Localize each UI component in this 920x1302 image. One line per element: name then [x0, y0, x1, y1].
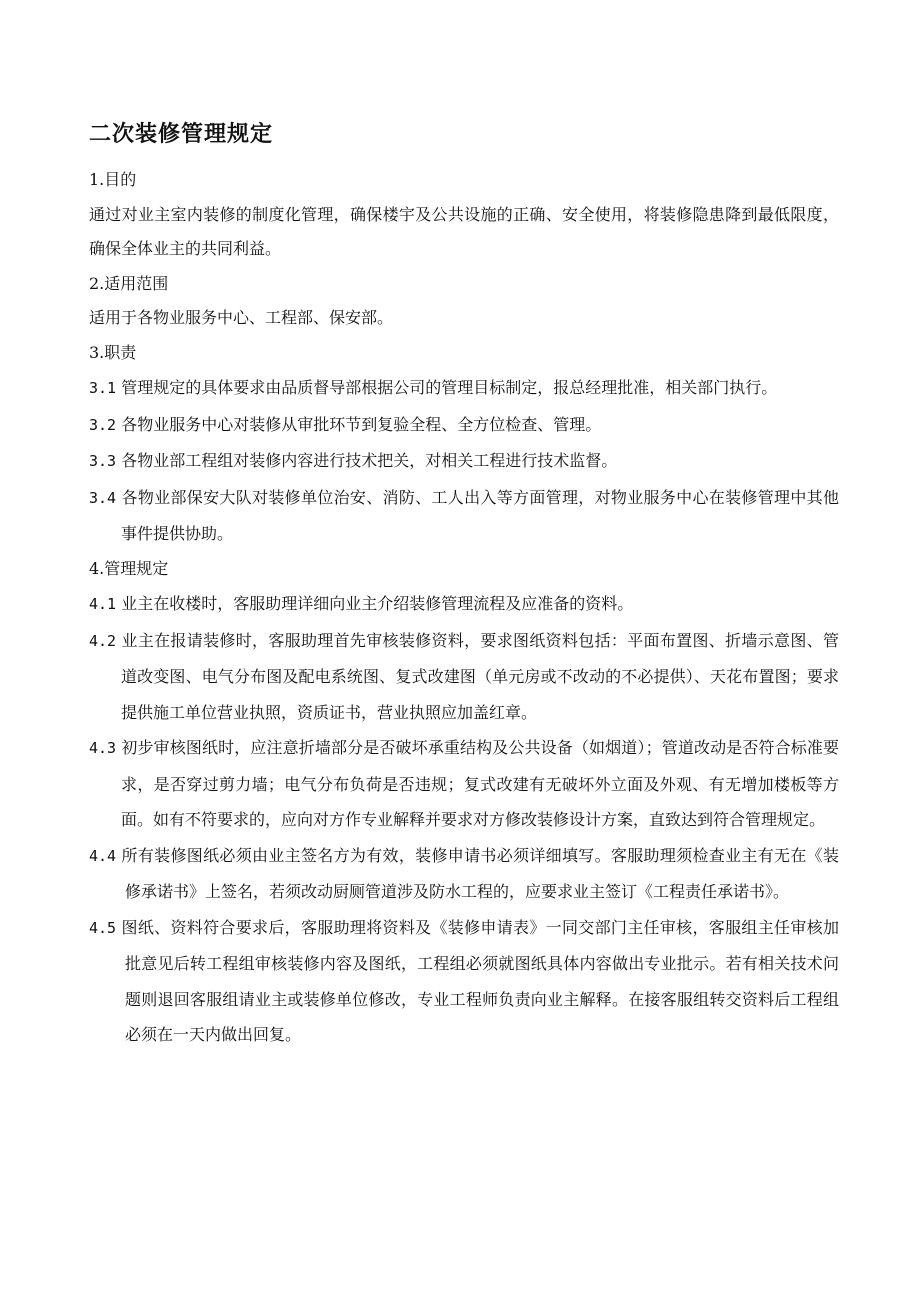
item-text: 管理规定的具体要求由品质督导部根据公司的管理目标制定，报总经理批准，相关部门执行。: [121, 378, 778, 397]
section-heading-purpose: 1.目的: [89, 170, 137, 189]
item-number: 4.5: [89, 918, 117, 937]
section-text-purpose: 通过对业主室内装修的制度化管理，确保楼宇及公共设施的正确、安全使用，将装修隐患降到最低限度，确保全体业主的共同利益。: [89, 204, 839, 258]
rule-item: [89, 838, 839, 910]
item-number: 3.4: [89, 488, 117, 507]
item-number: 4.4: [89, 846, 117, 865]
section-heading-duties: 3.职责: [89, 342, 137, 362]
item-text: 图纸、资料符合要求后，客服助理将资料及《装修申请表》一同交部门主任审核，客服组主任审核加批意见后转工程组审核装修内容及图纸，工程组必须就图纸具体内容做出专业批示。若有相关技术问题则退回客服组请业主或装修单位修改，专业工程师负责向业主解释。在接客服组转交资料后工程组必须在一天内做出回复。: [121, 917, 839, 1044]
section-text-scope: 适用于各物业服务中心、工程部、保安部。: [89, 308, 394, 327]
document-body: [89, 163, 839, 1053]
item-number: 4.1: [89, 595, 117, 613]
item-number: 3.3: [89, 452, 117, 470]
duty-item: [89, 443, 839, 480]
item-number: 3.2: [89, 415, 117, 434]
item-text: 各物业部工程组对装修内容进行技术把关，对相关工程进行技术监督。: [121, 451, 618, 470]
item-number: 4.2: [89, 631, 117, 650]
duty-item: [89, 370, 839, 407]
rule-item: [89, 586, 839, 623]
rule-item: [89, 910, 839, 1053]
item-text: 各物业部保安大队对装修单位治安、消防、工人出入等方面管理，对物业服务中心在装修管理中其他事件提供协助。: [121, 487, 839, 543]
section-heading-rules: 4.管理规定: [89, 558, 169, 578]
rule-item: [89, 623, 839, 731]
duty-item: [89, 407, 839, 444]
item-number: 3.1: [89, 379, 117, 397]
item-text: 业主在报请装修时，客服助理首先审核装修资料，要求图纸资料包括：平面布置图、折墙示意图、管道改变图、电气分布图及配电系统图、复式改建图（单元房或不改动的不必提供）、天花布置图；要求提供施工单位营业执照，资质证书，营业执照应加盖红章。: [121, 630, 839, 722]
item-text: 各物业服务中心对装修从审批环节到复验全程、全方位检查、管理。: [121, 414, 602, 434]
rule-item: [89, 730, 839, 838]
section-heading-scope: 2.适用范围: [89, 273, 169, 293]
item-text: 业主在收楼时，客服助理详细向业主介绍装修管理流程及应准备的资料。: [121, 594, 634, 613]
item-number: 4.3: [89, 739, 117, 757]
duty-item: [89, 480, 839, 552]
item-text: 初步审核图纸时，应注意折墙部分是否破坏承重结构及公共设备（如烟道）；管道改动是否符合标准要求，是否穿过剪力墙；电气分布负荷是否违规；复式改建有无破坏外立面及外观、有无增加楼板等方面。如有不符要求的，应向对方作专业解释并要求对方修改装修设计方案，直致达到符合管理规定。: [121, 738, 839, 829]
page-title: 二次装修管理规定: [89, 122, 274, 147]
item-text: 所有装修图纸必须由业主签名方为有效，装修申请书必须详细填写。客服助理须检查业主有无在《装修承诺书》上签名，若须改动厨厕管道涉及防水工程的，应要求业主签订《工程责任承诺书》。: [121, 845, 839, 901]
